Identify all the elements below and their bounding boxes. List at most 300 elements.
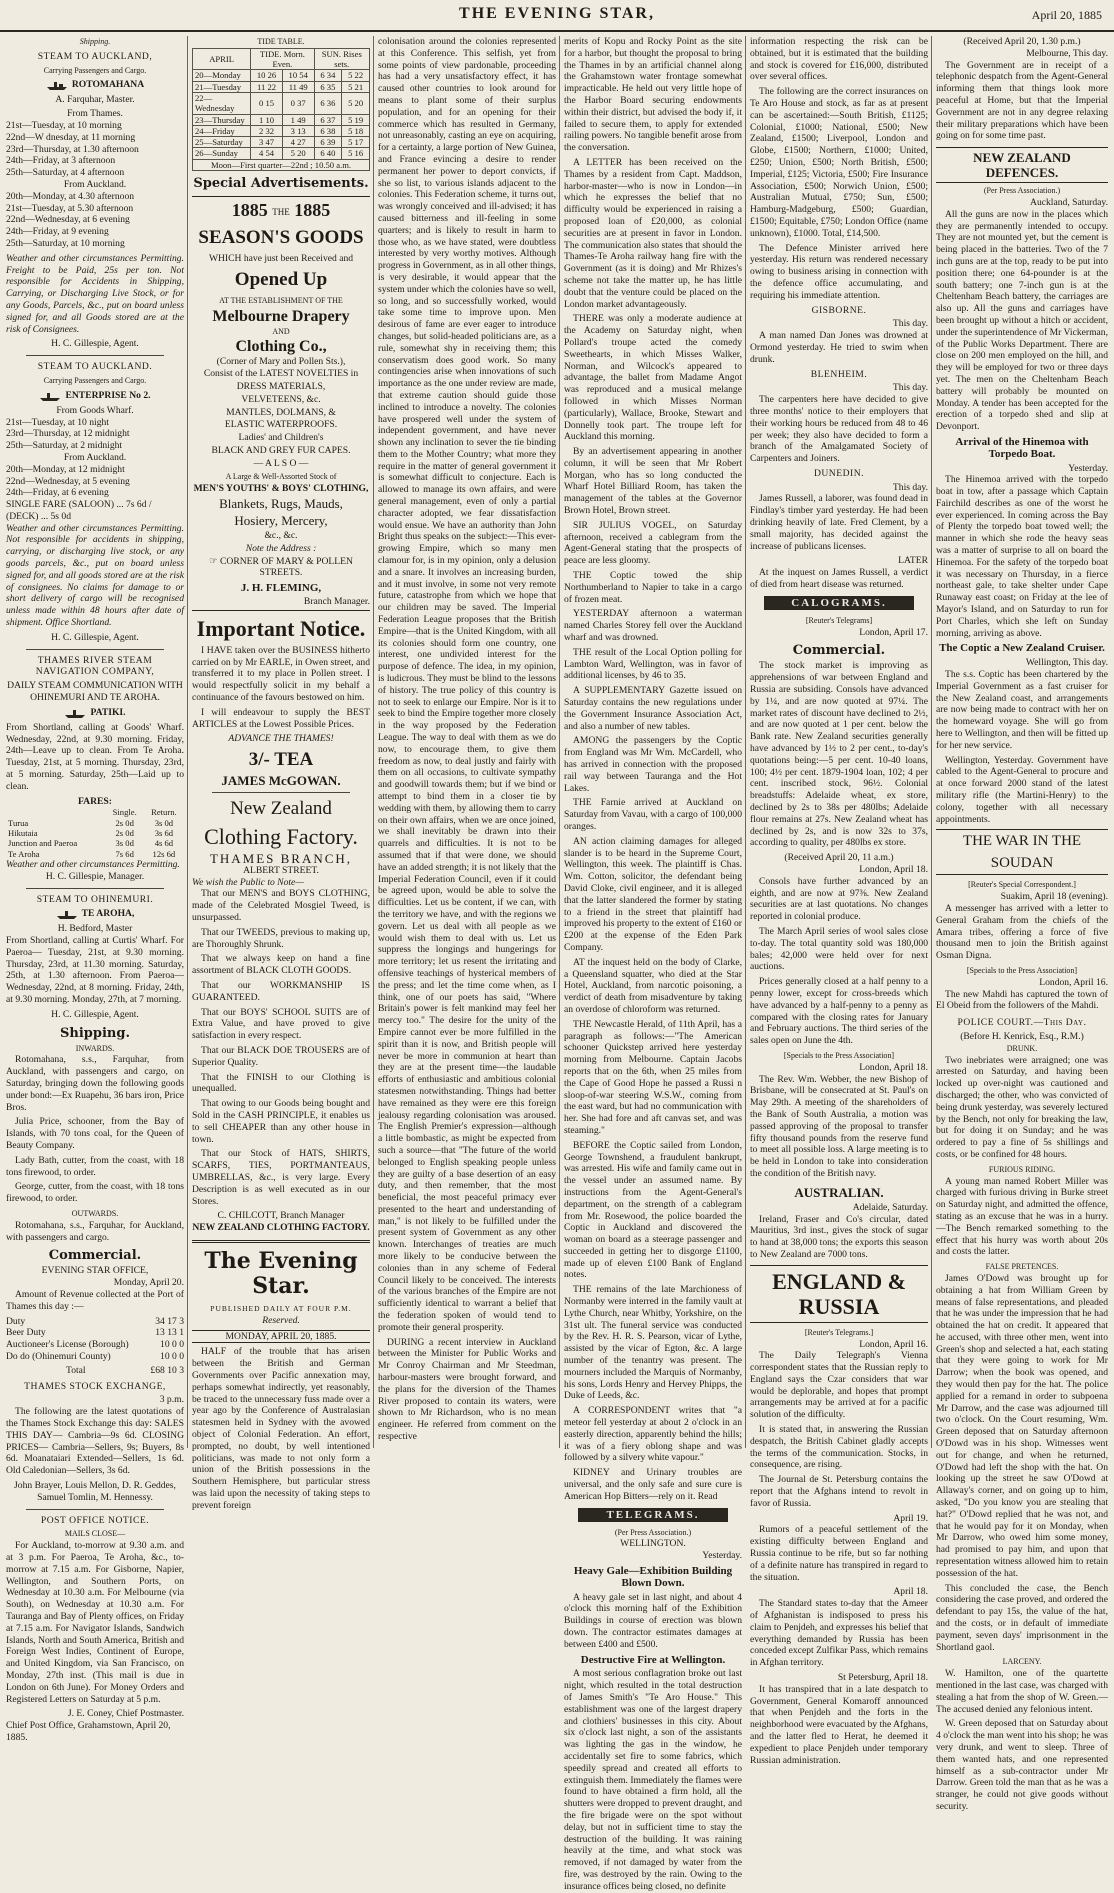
calograms-heading: CALOGRAMS. xyxy=(764,596,914,610)
gisborne-time: This day. xyxy=(892,318,928,330)
fares-row xyxy=(6,849,184,859)
shipping-sub: INWARDS. xyxy=(75,1043,115,1053)
er-item: It has transpired that in a late despatch to Government, General Komaroff announced that when Penjdeh and the forts in the neighborhood were evacuated by the Afghans, and the latter fled to Herat, he deemed it expedient to place Penjdeh under temporary Russian administration. xyxy=(750,1683,928,1766)
season-goods-title: SEASON'S GOODS xyxy=(198,226,364,248)
tide-cell: 1 49 xyxy=(282,114,314,125)
tide-cell: 6 40 xyxy=(314,148,342,159)
masthead xyxy=(0,0,1114,32)
fire-heading: Destructive Fire at Wellington. xyxy=(580,1653,726,1666)
war-sub: [Specials to the Press Association] xyxy=(966,965,1078,975)
double-rule xyxy=(192,1240,370,1243)
shipping-item: Lady Bath, cutter, from the coast, with 18 tons firewood, to order. xyxy=(6,1154,184,1178)
post-sign: J. E. Coney, Chief Postmaster. xyxy=(67,1708,184,1720)
published-line: PUBLISHED DAILY AT FOUR P.M. xyxy=(210,1303,352,1313)
hinemoa-time: Yesterday. xyxy=(1068,462,1108,474)
nz-defences-place: Auckland, Saturday. xyxy=(1030,196,1108,208)
nz-defences-sub: (Per Press Association.) xyxy=(983,186,1061,196)
larceny-body: W. Green deposed that on Saturday about 4 o'clock the man went into his shop; he was very drunk, and went to sleep. Three of them wanted hats, and one represented himself as a sub-contractor under Mr Darrow. Green told the man that as he was a stranger, he could not give goods without security. xyxy=(936,1718,1108,1812)
tide-cell: 6 34 xyxy=(314,70,342,81)
australian-place: Adelaide, Saturday. xyxy=(852,1201,928,1213)
nz-clothing-heading-1: New Zealand xyxy=(230,798,332,820)
schedule-heading: From Auckland. xyxy=(63,451,127,463)
steamship-icon xyxy=(46,79,68,91)
schedule-line: 23rd—Thursday, at 1.30 afternoon xyxy=(6,143,139,155)
tide-header: SUN. Rises sets. xyxy=(314,48,369,70)
fares-cell: Turua xyxy=(8,817,29,828)
ad-subheading: DAILY STEAM COMMUNICATION WITH OHINEMURI AND TE AROHA. xyxy=(7,680,183,704)
tide-cell: 10 54 xyxy=(282,70,314,81)
tide-cell: 5 20 xyxy=(282,148,314,159)
tide-cell: 10 26 xyxy=(251,70,283,81)
post-sub: MAILS CLOSE— xyxy=(64,1529,126,1539)
news-item: A CORRESPONDENT writes that "a meteor fell yesterday at about 2 o'clock in an easterly direction, apparently behind the hills; it was of a fiery oblong shape and was followed by a silvery white vapour." xyxy=(564,1405,742,1464)
fares-cell: 3s 0d xyxy=(154,817,174,828)
tide-cell: 5 16 xyxy=(342,148,370,159)
ad-and: AND xyxy=(272,326,290,336)
gisborne-heading: GISBORNE. xyxy=(811,304,867,316)
tide-cell: 5 22 xyxy=(342,70,370,81)
tide-row xyxy=(193,148,370,159)
column-rule xyxy=(559,36,560,1448)
melbourne-drapery: Melbourne Drapery xyxy=(212,307,350,325)
news-item: merits of Kopu and Rocky Point as the site for a harbor, but thought the proposal to bring the Thames in by an artificial channel along the Grahamstown water frontage somewhat impracticable. He held out very little hope of the Harbor Board securing endowments within their district, but advised the body if, it failed to secure them, to apply for extended railing powers. No tangible benefit arose from the conversation. xyxy=(564,36,742,154)
schedule-line: 25th—Saturday, at 4 afternoon xyxy=(6,167,125,179)
coptic-heading: The Coptic a New Zealand Cruiser. xyxy=(939,642,1105,655)
section-heading-shipping: Shipping. xyxy=(60,1025,130,1041)
ad-subheading: Carrying Passengers and Cargo. xyxy=(43,375,147,385)
clothing-note: That owing to our Goods being bought and Sold in the CASH PRINCIPLE, it enables us to sell CHEAPER than any other house in town. xyxy=(192,1098,370,1145)
section-heading-special: Special Advertisements. xyxy=(193,176,369,192)
shipping-item: Rotomahana, s.s., Farquhar, from Auckland, with passengers and cargo, on Saturday, bringing down the following goods under bond:—Ex Ruapehu, 36 bars iron, Price Bros. xyxy=(6,1054,184,1113)
schedule-line: 24th—Friday, at 6 evening xyxy=(6,487,109,499)
news-item: SIR JULIUS VOGEL, on Saturday afternoon, received a cablegram from the Agent-General stating that the prospects of peace are less gloomy. xyxy=(564,519,742,567)
exchange-members: John Brayer, Louis Mellon, D. R. Geddes, Samuel Tomlin, M. Hennessy. xyxy=(14,1479,176,1503)
ship-name: PATIKI. xyxy=(6,707,184,719)
fleming: J. H. FLEMING, xyxy=(240,582,322,595)
schedule-line: 25th—Saturday, at 2 midnight xyxy=(6,440,123,452)
nz-clothing-heading-2: Clothing Factory. xyxy=(204,824,358,850)
gisborne-body: A man named Dan Jones was drowned at Ormond yesterday. He tried to swim when drunk. xyxy=(750,330,928,365)
dress-materials: DRESS MATERIALS, xyxy=(236,380,326,392)
divider xyxy=(26,649,164,650)
tide-cell: 6 37 xyxy=(314,114,342,125)
ad-notice: Weather and other circumstances Permitting. xyxy=(6,858,180,870)
ship-name: ENTERPRISE No 2. xyxy=(6,390,184,402)
nz-defences-body: All the guns are now in the places which they are permanently intended to occupy. They are not mounted yet, but the cement is being placed in the batteries. Two of the 7 inch guns are at the top, ready to be put into position there; one 64-pounder is at the south battery; one 7-inch gun is at the Cheltenham Beach battery, the carriages are also up. All the guns and carriages have been brought up without a hitch or accident, under the superintendence of Mr Vickerman, of the Public Works Department. There are close on 200 men employed on the hill, and they will be employed for two or three days yet. The men on the Cheltenham Beach battery will probably be mounted on Monday. A tender has been accepted for the erection of a torpedo shed and slip at Devonport. xyxy=(936,208,1108,433)
tide-cell: 24—Friday xyxy=(193,125,251,136)
advance-thames: ADVANCE THE THAMES! xyxy=(228,733,334,745)
er-date: April 19. xyxy=(893,1512,928,1524)
dunedin-time: This day. xyxy=(892,481,928,493)
leader-date: MONDAY, APRIL 20, 1885. xyxy=(192,1330,370,1344)
shipping-sub: OUTWARDS. xyxy=(71,1209,119,1219)
schedule-line: 22nd—W dnesday, at 11 morning xyxy=(6,131,136,143)
ad-subheading: Carrying Passengers and Cargo. xyxy=(43,65,147,75)
clothing-co: Clothing Co., xyxy=(235,338,327,356)
section-heading-commercial: Commercial. xyxy=(48,1248,142,1264)
blenheim-heading: BLENHEIM. xyxy=(810,368,868,380)
ad-heading: STEAM TO AUCKLAND. xyxy=(37,361,153,373)
calograms-sub: [Reuter's Telegrams] xyxy=(805,615,873,625)
schedule-line: 21st—Tuesday, at 10 morning xyxy=(6,119,122,131)
hinemoa-body: The Hinemoa arrived with the torpedo boat in tow, after a passage which Captain Fairchild describes as one of the worst he ever experienced. In coming across the Bay of Plenty the torpedo boat towed well; the manner in which she rode the heavy seas was a matter of surprise to all on board the Hinemoa. For the safety of the torpedo boat it was necessary on Thursday, in a fierce northeast gale, to take shelter under Cape Runaway east coast; on Friday at the lee of Mayor's Island, and on Saturday to run for Port Charles, which she left on Sunday morning, arriving as above. xyxy=(936,474,1108,639)
leader-continued: colonisation around the colonies represented at this Conference. This selfish, yet from some points of view pardonable, proceeding has had a very unsatisfactory effect, it has caused other countries to look around for means to plant some of their surplus population, and for an opening for their commerce which has resulted in Germany, not unreasonably, casting an eye on acquiring, for a certainty, a large portion of New Guinea, and France evincing a desire to render permanent her power to deport convicts, if she so list, to various islands adjacent to the colonies. This Federation scheme, it turns out, was wrongly conceived and ill-advised; it has caused bitterness and ill-feeling in some quarters; and is likely to result in harm to those who, as we have stated, were doubtless interested by very worthy motives. Although progress in Government, as in all other things, is very desirable, it would appear that the system under which the colonies have so well, so long, and so successfully worked, would take some time to improve upon. Men desirous of fame are ever eager to introduce changes, but solid-headed politicians are, as a rule, somewhat shy in receiving them; this conservatism does good work. So many contingencies arise when innovations of such importance as the one under review are made, that extreme caution should guide those inclined to introduce a novelty. The colonies have prospered well under the system of independent government, and have never shown any inclination to sever the tie binding them to the Mother Country; what more they require in the matter of general government it is somewhat difficult to conjecture. Each is allowed to manage its own affairs, and were general management, even of only a partial character adopted, we fear dissatisfaction would ensue. We have an authority than John Bright thus speaks on the subject:—This ever-growing Empire, which so many men clamour for, is in my opinion, only a delusion and a snare. It involves an increasing burden, and it must involve, in some not very remote future, catastrophe from which we hope that our children may be saved. The Imperial Federation League proposes that the British Empire—that is the United Kingdom, with all its colonies should form one country, one interest, one undivided interest for the purpose of defence. The idea, in my opinion, is ludicrous. They must be blind to the lessons of history. The true policy of this country is not to seek to enlarge our Empire. Nor is it to seek to bind the Empire together more closely in the way proposed by the Federation League. The way to deal with them as we do now, to encourage them, to give them freedom as now, to deal justly and fairly with them on all occasions, to cultivate sympathy and goodwill towards them; but if we bind or attempt to bind them in a closer tie by wedding with them, by allowing them to carry on their own affairs, when we are once joined, we shall inevitably be drawn into their quarrels and difficulties. It is not to be assumed that if that were done, we should have an added strength; it is not likely that the Imperial Federation Council, even if it could be agreed upon, would be able to solve the difficulties. Let us be content, if we can, with the territory we have, and with the regions we govern. Let us deal with all people as we would wish them to deal with us. Let us suppress the longings and hungerings for more territory; let us resent the irritating and offensive teachings of hysterical members of the press; and let the time come when, as I think, one of our poets has said, "Where Britain's power is felt mankind may feel her mercy too." The desire for the unity of the Empire cannot ever be more fulfilled in the spirit than it is now, and British people will never be more in communion at heart than they are at the present time—the laudable efforts of enthusiastic and ambitious colonial statesmen notwithstanding. Things had better have remained as they were ere this foreign jealousy regarding colonisation was aroused. The English Premier's expression—although a little bombastic, as might be expected from such a source—that "The future of the world belonged to English speaking people unless they are guilty of a base desertion of an easy duty, and then remember, that the most beneficial, the most peaceful primacy ever presented to the heart and understanding of man," is not likely to be fulfilled under the present system of Government as any other known. Interchanges of treaties are much more likely to be conducive between the colonies than in any scheme of Federal Council likely to be conceived. The interests of the various branches of the Empire are not sufficiently identical to warrant a belief that the federation spoken of would tend to promote their general prosperity. xyxy=(378,36,556,1333)
column-1 xyxy=(6,36,184,1743)
important-notice-heading: Important Notice. xyxy=(196,615,366,641)
tide-header-row xyxy=(193,48,370,70)
news-item: THE Newcastle Herald, of 11th April, has a paragraph as follows:—"The American schooner Quickstep arrived here yesterday morning from Melbourne. Captain Jacobs reports that on the 6th, when 25 miles from the Cape of Good Hope he passed a Russi n sloop-of-war steering W.S.W., coming from the east ward, but had no communication with her. She had fore and aft canvas set, and was steaming." xyxy=(564,1018,742,1136)
albert-street: ALBERT STREET. xyxy=(243,864,319,876)
clothing-note: That our Stock of HATS, SHIRTS, SCARFS, TIES, PORTMANTEAUS, UMBRELLAS, &c., is very large. Every Description is as well executed as in our Stores. xyxy=(192,1148,370,1207)
tide-cell: 5 19 xyxy=(342,114,370,125)
police-court-heading: POLICE COURT.—This Day. xyxy=(957,1017,1087,1029)
ad-body: From Shortland, calling at Goods' Wharf. Wednesday, 22nd, at 9.30 morning. Friday, 24th—Leave up to clean. From Te Aroha. Tuesday, 21st, at 5 morning. Thursday, 23rd, at 5 morning. Saturday, 25th—Laid up to clean. xyxy=(6,721,184,792)
news-item: AT the inquest held on the body of Clarke, a Queensland squatter, who died at the Star Hotel, Auckland, from narcotic poisoning, a verdict of death from misadventure by taking an overdose of chloroform was returned. xyxy=(564,956,742,1015)
large-stock: A Large & Well-Assorted Stock of xyxy=(225,471,337,481)
fares-heading: FARES: xyxy=(78,795,112,807)
coptic-time: Wellington, This day. xyxy=(1025,657,1108,669)
column-3 xyxy=(378,36,556,1448)
ad-heading: STEAM TO AUCKLAND, xyxy=(37,50,153,62)
tide-cell: 5 21 xyxy=(342,81,370,92)
opened-up: Opened Up xyxy=(234,268,328,290)
steamship-icon xyxy=(39,390,61,402)
melbourne-body: The Government are in receipt of a telephonic despatch from the Agent-General informing them that things look more peaceful at Home, but that the Imperial Government are not in any degree relaxing their military preparations which have been going on for some time past. xyxy=(936,59,1108,142)
blankets: Blankets, Rugs, Mauds, xyxy=(219,496,343,512)
fares-header-cell: Single. xyxy=(112,807,137,818)
news-item: The Defence Minister arrived here yesterday. His return was rendered necessary owing to business arising in connection with the defence office accumulating, and requiring his immediate attention. xyxy=(750,242,928,301)
er-item: The Journal de St. Petersburg contains the report that the Afghans intend to revolt in favor of Russia. xyxy=(750,1474,928,1509)
commercial-date: Monday, April 20. xyxy=(113,1277,184,1289)
note-address: Note the Address : xyxy=(245,542,317,554)
tide-row xyxy=(193,70,370,81)
etc: &c., &c. xyxy=(264,530,298,542)
kicker: Shipping. xyxy=(79,37,111,46)
er-place: London, April 16. xyxy=(859,1338,928,1350)
schedule-heading: From Auckland. xyxy=(63,178,127,190)
also: — A L S O — xyxy=(253,457,309,469)
furious-heading: FURIOUS RIDING. xyxy=(988,1164,1056,1174)
coptic-body: Wellington, Yesterday. Government have cabled to the Agent-General to procure and at once forward 2000 stand of the latest military rifle (the Martini-Henry) to the colony, together with all necessary appointments. xyxy=(936,754,1108,825)
tide-cell: 25—Saturday xyxy=(193,137,251,148)
furious-body: A young man named Robert Miller was charged with furious driving in Burke street on Saturday night, and admitted the offence, stating as an excuse that he was in a hurry.—The Bench remarked something to the effect that his hurry was worth about 20s and costs the latter. xyxy=(936,1175,1108,1258)
mantles: MANTLES, DOLMANS, & xyxy=(226,406,336,418)
pointing-hand-icon: ☞ xyxy=(209,555,221,567)
australian-body: Ireland, Fraser and Co's circular, dated Mauritius, 3rd inst., gives the stock of sugar to hand at 38,000 tons; the exports this season to New Zealand are 7000 tons. xyxy=(750,1213,928,1260)
er-sub: [Reuter's Telegrams.] xyxy=(804,1327,874,1337)
tide-cell: 4 54 xyxy=(251,148,283,159)
column-rule xyxy=(187,36,188,1448)
column-4 xyxy=(564,36,742,1892)
er-item: Rumors of a peaceful settlement of the existing difficulty between England and Russia continue to be rife, but so far nothing of a definite nature has transpired in regard to the situation. xyxy=(750,1524,928,1583)
tide-cell: 2 32 xyxy=(251,125,283,136)
news-item: A SUPPLEMENTARY Gazette issued on Saturday contains the new regulations under the Government Insurance Association Act, and also a number of new tables. xyxy=(564,685,742,732)
clothing-note: That our TWEEDS, previous to making up, are Thoroughly Shrunk. xyxy=(192,926,370,950)
news-item: BEFORE the Coptic sailed from London, George Townshend, a fraudulent bankrupt, was arrested. His wife and family came out in the vessel under an assumed name. By instructions from the Agent-General's department, on the strength of a cablegram from Mr. Rosewood, the police boarded the Coptic in Auckland and discovered the woman on board as a steerage passenger and succeeded in getting her to disgorge £1100, made up of eleven £100 Bank of England notes. xyxy=(564,1139,742,1281)
fares-cell: 12s 6d xyxy=(152,848,176,859)
schedule-line: 24th—Friday, at 9 evening xyxy=(6,226,109,238)
fare-line: SINGLE FARE (SALOON) ... 7s 6d / (DECK) ... 5s 0d xyxy=(6,499,152,522)
ship-master: A. Farquhar, Master. xyxy=(55,94,135,106)
special-sub: [Specials to the Press Association] xyxy=(783,1050,895,1060)
tide-cell: 6 38 xyxy=(314,125,342,136)
schedule-line: 21st—Tuesday, at 5.30 afternoon xyxy=(6,202,134,214)
tide-cell: 4 27 xyxy=(282,137,314,148)
later: LATER xyxy=(898,555,928,567)
telegrams-heading: TELEGRAMS. xyxy=(578,1508,728,1522)
er-date: St Petersburg, April 18. xyxy=(837,1672,928,1684)
tide-cell: 1 10 xyxy=(251,114,283,125)
england-russia-heading: ENGLAND & RUSSIA xyxy=(750,1265,928,1323)
consist-line: Consist of the LATEST NOVELTIES in xyxy=(203,368,359,380)
news-item: THERE was only a moderate audience at the Academy on Saturday night, when Pollard's troupe acted the comedy Sweethearts, in which Misses Walker, Norman, and Wilcock's appeared to advantage, the ballet from Madame Angot was reproduced and a musical melange followed in which Misses Norman (particularly), Wallace, Brooke, Stewart and Donnelly took part. The troupe left for Auckland this morning. xyxy=(564,313,742,443)
dunedin-body: At the inquest on James Russell, a verdict of died from heart disease was returned. xyxy=(750,567,928,591)
news-item: AMONG the passengers by the Coptic from England was Mr Wm. McCardell, who has arrived in connection with the proposed rail way between Tauranga and the Hot Lakes. xyxy=(564,735,742,794)
tide-row xyxy=(193,114,370,125)
mcgowan: JAMES McGOWAN. xyxy=(221,773,341,789)
shipping-item: George, cutter, from the coast, with 18 tons firewood, to order. xyxy=(6,1181,184,1205)
schedule-line: 23rd—Thursday, at 12 midnight xyxy=(6,428,130,440)
season-goods-sub: WHICH have just been Received and xyxy=(208,252,354,264)
war-place: Suakim, April 18 (evening). xyxy=(1000,891,1108,903)
commercial-item: The March April series of wool sales close to-day. The total quantity sold was 180,000 bales; 42,000 were held over for next auctions. xyxy=(750,925,928,973)
ad-agent: H. C. Gillespie, Manager. xyxy=(45,870,145,882)
tide-row xyxy=(193,125,370,136)
velveteens: VELVETEENS, &c. xyxy=(241,393,321,405)
tide-cell: 0 37 xyxy=(282,92,314,114)
tide-cell: 6 39 xyxy=(314,137,342,148)
revenue-line: Beer Duty 13 13 1 xyxy=(6,1327,184,1339)
ad-heading: THAMES RIVER STEAM NAVIGATION COMPANY, xyxy=(35,654,155,678)
tide-cell: 20—Monday xyxy=(193,70,251,81)
news-item: A LETTER has been received on the Thames by a resident from Capt. Maddson, harbor-master—who is now in London—in which he expresses the belief that no difficulty would be experienced in raising a proposed loan of £20,000, as colonial securities are at present in favor in London. The communication also states that should the Thames-Te Aroha railway hang fire with the Government (as it is doing) and Mr Rhizes's scheme not take the matter up, he has little doubt that the venture could be placed on the London market advantageously. xyxy=(564,156,742,310)
telegrams-sub: (Per Press Association.) xyxy=(614,1527,692,1537)
fares-cell: Junction and Paeroa xyxy=(8,838,78,849)
melbourne-place: Melbourne, This day. xyxy=(1026,47,1108,59)
notice-body: I will endeavour to supply the BEST ARTICLES at the Lowest Possible Prices. xyxy=(192,706,370,730)
tide-cell: 3 13 xyxy=(282,125,314,136)
larceny-body: W. Hamilton, one of the quartette mentioned in the last case, was charged with stealing a hat from the shop of W. Green.—The accused denied any felonious intent. xyxy=(936,1668,1108,1715)
thames-branch: THAMES BRANCH, xyxy=(209,851,353,867)
ladies-line: Ladies' and Children's xyxy=(238,432,324,444)
fares-row xyxy=(6,828,184,838)
corner-address: (Corner of Mary and Pollen Sts.), xyxy=(216,356,346,368)
coptic-body: The s.s. Coptic has been chartered by the Imperial Government as a fast cruiser for the New Zealand coast, and arrangements are now being made to contract with her on the homeward voyage. She will go from here to Wellington, and then will be fitted up for her new service. xyxy=(936,669,1108,751)
steamship-icon xyxy=(64,707,86,719)
clothing-note: That our BLACK DOE TROUSERS are of Superior Quality. xyxy=(192,1045,370,1068)
shipping-item: Rotomahana, s.s., Farquhar, for Auckland, with passengers and cargo. xyxy=(6,1219,184,1243)
police-body: Two inebriates were arraigned; one was arrested on Saturday, and having been locked up over-night was cautioned and discharged; the other, who was convicted of being drunk yesterday, was severely lectured by the Bench, not only for breaking the law, but for doing it on Sunday; and he was ordered to pay a fine of 5s shillings and costs, or be confined for 48 hours. xyxy=(936,1054,1108,1160)
received-line: (Received April 20, 11 a.m.) xyxy=(784,852,894,864)
er-date: April 18. xyxy=(893,1586,928,1598)
news-item: THE result of the Local Option polling for Lambton Ward, Wellington, was in favor of additional licenses, by 46 to 35. xyxy=(564,646,742,682)
war-soudan-heading: THE WAR IN THE SOUDAN xyxy=(936,829,1108,875)
tide-row xyxy=(193,81,370,92)
news-item: YESTERDAY afternoon a waterman named Charles Storey fell over the Auckland wharf and was drowned. xyxy=(564,608,742,644)
fire-body: A most serious conflagration broke out last night, which resulted in the total destruction of James Smith's "Te Aro House." This establishment was one of the largest drapery and clothiers' businesses in this city. About six o'clock last night, a son of the assistants was lighting the gas in the window, he accidentally set fire to some fabrics, which speedily spread and created all efforts to extinguish them. Immediately the flames were found to have obtained a firm hold, all the shutters were dropped to prevent draught, and the fire brigade were on the spot without delay, but not in sufficient time to stay the destruction of the building. It was raining heavily at the time, and what stock was removed, if not damaged by water from the fire, was destroyed by the rain. Owing to the insurance offices being closed, no definite xyxy=(564,1668,742,1892)
gale-body: A heavy gale set in last night, and about 4 o'clock this morning half of the Exhibition Buildings in course of erection was blown down. The contractor estimates damages at between £400 and £500. xyxy=(564,1591,742,1650)
column-2 xyxy=(192,36,370,1511)
blenheim-body: The carpenters here have decided to give three months' notice to their employers that their working hours be reduced from 48 to 46 per week; they also have decided to form a branch of the Amalgamated Society of Carpenters and Joiners. xyxy=(750,394,928,465)
ad-notice: Weather and other circumstances Permitting. Freight to be Paid, 25s per ton. Not responsible for Accidents in Shipping, Carrying, or Discharging Live Stock, or for any Goods, Parcels, &c., put on board unless signed for, and all Goods stored are at the risk of Consignees. xyxy=(6,252,184,335)
war-body: The new Mahdi has captured the town of El Obeid from the followers of the Mahdi. xyxy=(936,988,1108,1012)
drunk-heading: DRUNK. xyxy=(1006,1043,1038,1053)
tide-cell: 5 17 xyxy=(342,137,370,148)
ad-body: From Shortland, calling at Curtis' Wharf. For Paeroa— Tuesday, 21st, at 9.30 morning. Thursday, 23rd, at 11.30 morning. Saturday, 25th, at 1.30 afternoon. From Paeroa— Wednesday, 22nd, at 8 morning. Friday, 24th, at 9.30 morning. Monday, 27th, at 7 morning. xyxy=(6,935,184,1006)
chilcott: C. CHILCOTT, Branch Manager xyxy=(217,1210,345,1222)
schedule-heading: From Thames. xyxy=(67,108,123,120)
commercial-heading: Commercial. xyxy=(792,643,886,659)
tide-cell: 11 49 xyxy=(282,81,314,92)
dateline: London, April 18. xyxy=(859,864,928,875)
er-item: The Daily Telegraph's Vienna correspondent states that the Russian reply to England says the Czar considers that war would be deplorable, and hopes that prompt arrangements may be arrived at for a pacific solution of the difficulty. xyxy=(750,1350,928,1421)
hosiery: Hosiery, Mercery, xyxy=(234,513,328,529)
season-goods-ad xyxy=(192,196,370,611)
war-sub: [Reuter's Special Correspondent.] xyxy=(968,880,1076,890)
column-rule xyxy=(373,36,374,1448)
fares-row xyxy=(6,818,184,828)
revenue-line: Duty 34 17 3 xyxy=(6,1315,184,1327)
news-item: By an advertisement appearing in another column, it will be seen that Mr Robert Morgan, who has so long conducted the Wharf Hotel Billiard Room, has taken the management of the tables at the Governor Brown Hotel, Brown street. xyxy=(564,446,742,517)
fares-header-cell: Return. xyxy=(151,807,177,818)
news-item: THE Farnie arrived at Auckland on Saturday from Vavau, with a cargo of 100,000 oranges. xyxy=(564,797,742,832)
schedule-line: 22nd—Wednesday, at 6 evening xyxy=(6,214,130,226)
tide-cell: 23—Thursday xyxy=(193,114,251,125)
nz-clothing-factory: NEW ZEALAND CLOTHING FACTORY. xyxy=(192,1222,370,1234)
divider xyxy=(26,355,164,356)
ad-agent: H. C. Gillespie, Agent. xyxy=(51,1008,139,1020)
fares-cell: Te Aroha xyxy=(8,848,40,859)
fares-cell: 4s 6d xyxy=(154,838,174,849)
we-wish: We wish the Public to Note— xyxy=(192,876,304,888)
tide-moon-row xyxy=(193,159,370,170)
fares-table xyxy=(6,807,184,858)
hinemoa-heading: Arrival of the Hinemoa with Torpedo Boat. xyxy=(955,435,1089,460)
er-item: The Standard states to-day that the Ameer of Afghanistan is indisposed to press his claim to Penjdeh, and expresses his belief that everything demanded by Russia has been conceded except Zulfikar Pass, which remains in Afghan territory. xyxy=(750,1598,928,1669)
fares-cell: 3s 6d xyxy=(154,828,174,839)
news-item: THE Coptic towed the ship Northumberland to Napier to take in a cargo of frozen meat. xyxy=(564,570,742,605)
tide-cell: 6 36 xyxy=(314,92,342,114)
australian-heading: AUSTRALIAN. xyxy=(794,1184,884,1200)
fares-header-row xyxy=(6,807,184,817)
commercial-item: Prices generally closed at a half penny to a penny lower, except for cross-breeds which have advanced by a half-penny to a penny as compared with the closing rates for January and February auctions. The third series of the sales open on June the 4th. xyxy=(750,976,928,1047)
news-item: DURING a recent interview in Auckland between the Minister for Public Works and Mr Conroy Chairman and Mr Steedman, harbour-masters were brought forward, and the plans for the diversion of the Thames River proposed to contain its waters, were shown to Mr Richardson, who is no mean engineer. He referred from comment on the respective xyxy=(378,1336,556,1443)
fur-capes: BLACK AND GREY FUR CAPES. xyxy=(211,444,351,456)
elastic: ELASTIC WATERPROOFS. xyxy=(224,419,338,431)
clothing-note: That our BOYS' SCHOOL SUITS are of Extra Value, and have proved to give satisfaction in every respect. xyxy=(192,1006,370,1042)
police-sub: (Before H. Kenrick, Esq., R.M.) xyxy=(960,1030,1084,1042)
special-body: The Rev. Wm. Webber, the new Bishop of Brisbane, will be consecrated at St. Paul's on May 29th. A meeting of the shareholders of the Bank of South Australia, a motion was passed approving of the proposal to transfer fifty thousand pounds from the reserve fund to meet all possible loss. A large meeting is to be held in London to take into consideration the condition of the British navy. xyxy=(750,1073,928,1179)
evening-star-title: The Evening Star. xyxy=(204,1247,358,1299)
war-body: A messenger has arrived with a letter to General Graham from the chiefs of the Amara tribes, offering a force of five thousand men to join the British against Osman Digna. xyxy=(936,903,1108,962)
tide-cell: 3 47 xyxy=(251,137,283,148)
fares-cell: 7s 6d xyxy=(115,848,134,859)
fares-cell: Hikutaia xyxy=(8,828,38,839)
revenue-total: Total £68 10 3 xyxy=(66,1364,184,1376)
dunedin-body: James Russell, a laborer, was found dead in Findlay's timber yard yesterday. He had been drinking heavily of late. Fred Clement, by a small majority, has decided against the increase of publicans licenses. xyxy=(750,493,928,552)
tide-cell: 22—Wednesday xyxy=(193,92,251,114)
revenue-line: Do do (Ohinemuri County) 10 0 0 xyxy=(6,1351,184,1362)
schedule-line: 22nd—Wednesday, at 5 evening xyxy=(6,475,130,487)
commercial-item: The stock market is improving as apprehensions of war between England and Russia are subsiding. Consols have advanced by 1¼, and are now quoted at 97¼. The market rates of discount have declined to 2½, and are now quoted at 1 per cent. below the Bank rate. New Zealand securities generally have advanced by 1½ to 2 per cent., to-day's quotations being:—5 per cent. 10-40 loans, 100; 4½ per cent. 1879-1904 loan, 102; 4 per cent. inscribed stock, 96½. Colonial breadstuffs: Adelaide wheat, ex store, declined by 2s to 38s per 480lbs; Adelaide flour remains at 27s. New Zealand wheat has declined by 2s, and is now 32s to 37s, according to quality, per 480lbs ex store. xyxy=(750,660,928,849)
fares-cell: 2s 0d xyxy=(115,817,134,828)
larceny-heading: LARCENY. xyxy=(1002,1657,1042,1667)
season-year-line: 1885 THE 1885 xyxy=(231,200,331,221)
telegrams-time: Yesterday. xyxy=(702,1550,742,1562)
leader-article: HALF of the trouble that has arisen between the British and German Governments over Pacific annexation may, perhaps somewhat indirectly, yet reasonably, be traced to the unnecessary fuss made over a year ago by the Conference of Australasian statesmen held in Sydney with the avowed object of Colonial Federation. An effort, prompted, no doubt, by well intentioned politicians, was made to not only form a union of the British possessions in the Southern Hemisphere, but particular stress was laid upon the necessity of taking steps to prevent foreign xyxy=(192,1346,370,1511)
column-rule xyxy=(745,36,746,1448)
column-6 xyxy=(936,36,1108,1812)
ad-notice: Weather and other circumstances Permitting. Not responsible for accidents in shipping, carrying, or discharging live stock, or any goods parcels, &c., put on board unless signed for, and all goods stored are at the risk of consignees. No claims for damage to or short delivery of cargo will be recognised unless made within 48 hours after date of shipment. Office Shortland. xyxy=(6,522,184,629)
ad-agent: H. C. Gillespie, Agent. xyxy=(51,338,139,350)
schedule-line: 24th—Friday, at 3 afternoon xyxy=(6,155,116,167)
tide-cell: 11 22 xyxy=(251,81,283,92)
ship-name: ROTOMAHANA xyxy=(6,79,184,91)
ad-agent: H. C. Gillespie, Agent. xyxy=(51,631,139,643)
gale-heading: Heavy Gale—Exhibition Building Blown Down. xyxy=(573,1565,733,1589)
steamship-icon xyxy=(56,908,78,920)
ship-name: TE AROHA, xyxy=(6,908,184,920)
notice-body: I HAVE taken over the BUSINESS hitherto carried on by Mr EARLE, in Owen street, and transferred it to my place in Pollen street. I would respectfully solicit in my behalf a continuance of the favours bestowed on him. xyxy=(192,644,370,704)
calograms-place: London, April 17. xyxy=(859,626,928,638)
tide-title: TIDE TABLE. xyxy=(257,37,305,46)
news-item: information respecting the risk can be obtained, but it is estimated that the building and stock is covered for £16,000, distributed over several offices. xyxy=(750,36,928,83)
column-rule xyxy=(931,36,932,1448)
ship-master: H. Bedford, Master xyxy=(57,923,133,935)
fares-cell: 3s 0d xyxy=(115,838,134,849)
divider xyxy=(26,888,164,889)
commercial-office: EVENING STAR OFFICE, xyxy=(41,1265,149,1277)
clothing-note: That the FINISH to our Clothing is unequalled. xyxy=(192,1071,370,1095)
tide-header: TIDE. Morn. Even. xyxy=(251,48,314,70)
received-line: (Received April 20, 1.30 p.m.) xyxy=(963,36,1081,47)
establishment-line: AT THE ESTABLISHMENT OF THE xyxy=(219,295,343,305)
post-body: For Auckland, to-morrow at 9.30 a.m. and at 3 p.m. For Paeroa, Te Aroha, &c., to-morrow at 7.15 a.m. For Gisborne, Napier, Wellington, and Southern Ports, on Wednesday at 10.30 a.m. For Melbourne (via South), on Wednesday at 10.30 a.m. For Tauranga and Bay of Plenty offices, on Friday at 7.15 a.m. For Navigator Islands, Sandwich Islands, North and South America, British and Foreign West Indies, Continent of Europe, and United Kingdom, via San Francisco, on Monday, 27th inst. (This mail is due in London on 6th June). For Money Orders and Registered Letters on Saturday at 5 p.m. xyxy=(6,1540,184,1705)
tide-table xyxy=(192,48,370,171)
nz-defences-heading: NEW ZEALAND DEFENCES. xyxy=(936,147,1108,183)
commercial-text: Amount of Revenue collected at the Port of Thames this day :— xyxy=(6,1289,184,1312)
clothing-note: That our MEN'S and BOYS CLOTHING, made of the Celebrated Mosgiel Tweed, is unsurpassed. xyxy=(192,888,370,924)
tide-cell: 0 15 xyxy=(251,92,283,114)
tide-cell: 26—Sunday xyxy=(193,148,251,159)
corner-streets: ☞ CORNER OF MARY & POLLEN STREETS. xyxy=(209,555,353,579)
fares-cell: 2s 0d xyxy=(115,828,134,839)
mens-clothing: MEN'S YOUTHS' & BOYS' CLOTHING, xyxy=(193,483,369,495)
exchange-time: 3 p.m. xyxy=(159,1394,184,1406)
tide-cell: 6 35 xyxy=(314,81,342,92)
fares-row xyxy=(6,838,184,848)
page-date: April 20, 1885 xyxy=(1031,8,1102,22)
schedule-line: 20th—Monday, at 12 midnight xyxy=(6,463,125,475)
telegrams-place: WELLINGTON. xyxy=(620,1538,686,1550)
schedule-line: 21st—Tuesday, at 10 night xyxy=(6,416,109,428)
clothing-note: That our WORKMANSHIP IS GUARANTEED. xyxy=(192,980,370,1003)
clothing-note: That we always keep on hand a fine assortment of BLACK CLOTH GOODS. xyxy=(192,953,370,977)
tide-cell: 21—Tuesday xyxy=(193,81,251,92)
er-item: It is stated that, in answering the Russian despatch, the British Cabinet gladly accepts the terms of the communication. Stocks, in consequence, are rising. xyxy=(750,1424,928,1471)
shipping-item: Julia Price, schooner, from the Bay of Islands, with 70 tons coal, for the Queen of Beauty Company. xyxy=(6,1116,184,1152)
commercial-item: Consols have further advanced by an eighth, and are now at 97⅜. New Zealand securities are at last quotations. No changes reported in colonial produce. xyxy=(750,875,928,923)
tide-header: APRIL xyxy=(193,48,251,70)
tea-price: 3/- TEA xyxy=(248,749,314,771)
post-heading: POST OFFICE NOTICE. xyxy=(40,1514,150,1526)
news-item: THE remains of the late Marchioness of Normanby were interred in the family vault at Lythe Church, near Whitby, Yorkshire, on the 31st ult. The funeral service was conducted by the Rev. H. R. S. Pearson, vicar of Lythe, assisted by the vicar of Egton, &c. A large number of the tenantry was present. The mourners included the Marquis of Normanby, his sons, Lords Henry and Hervey Phipps, the Duke of Leeds, &c. xyxy=(564,1284,742,1402)
false-body: James O'Dowd was brought up for obtaining a hat from William Green by means of false representations, and pleaded that he was under the impression that he had obtained the hat on credit. It appeared that he accused, with three other men, went into Green's shop and selected a hat, each stating that they were going to work for Mr Darrow; when the book was opened, and they would then pay for the hat. The police applied for a remand in order to subpoena Mr Darrow, and the case was adjourned till two o'clock. On the Court resuming, Wm. Green deposed that on Saturday afternoon O'Dowd was in his shop. Witnesses went out for change, and when he returned, O'Dowd had left the shop with the hat. On looking up the street he saw O'Dowd at Allaway's corner, and on going up to him, asked, "Do you know you are stealing that hat?" O'Dowd replied that he was not, and that he would pay for it on Monday, when Mr Darrow, who owed him some money, had promised to pay him, and upon that representation witness allowed him to retain possession of the hat. xyxy=(936,1272,1108,1579)
fares-header-cell xyxy=(6,807,106,817)
newspaper-title: THE EVENING STAR, xyxy=(459,5,655,22)
news-item: KIDNEY and Urinary troubles are universal, and the only safe and sure cure is American Hop Bitters—rely on it. Read xyxy=(564,1467,742,1502)
exchange-heading: THAMES STOCK EXCHANGE, xyxy=(24,1380,166,1392)
